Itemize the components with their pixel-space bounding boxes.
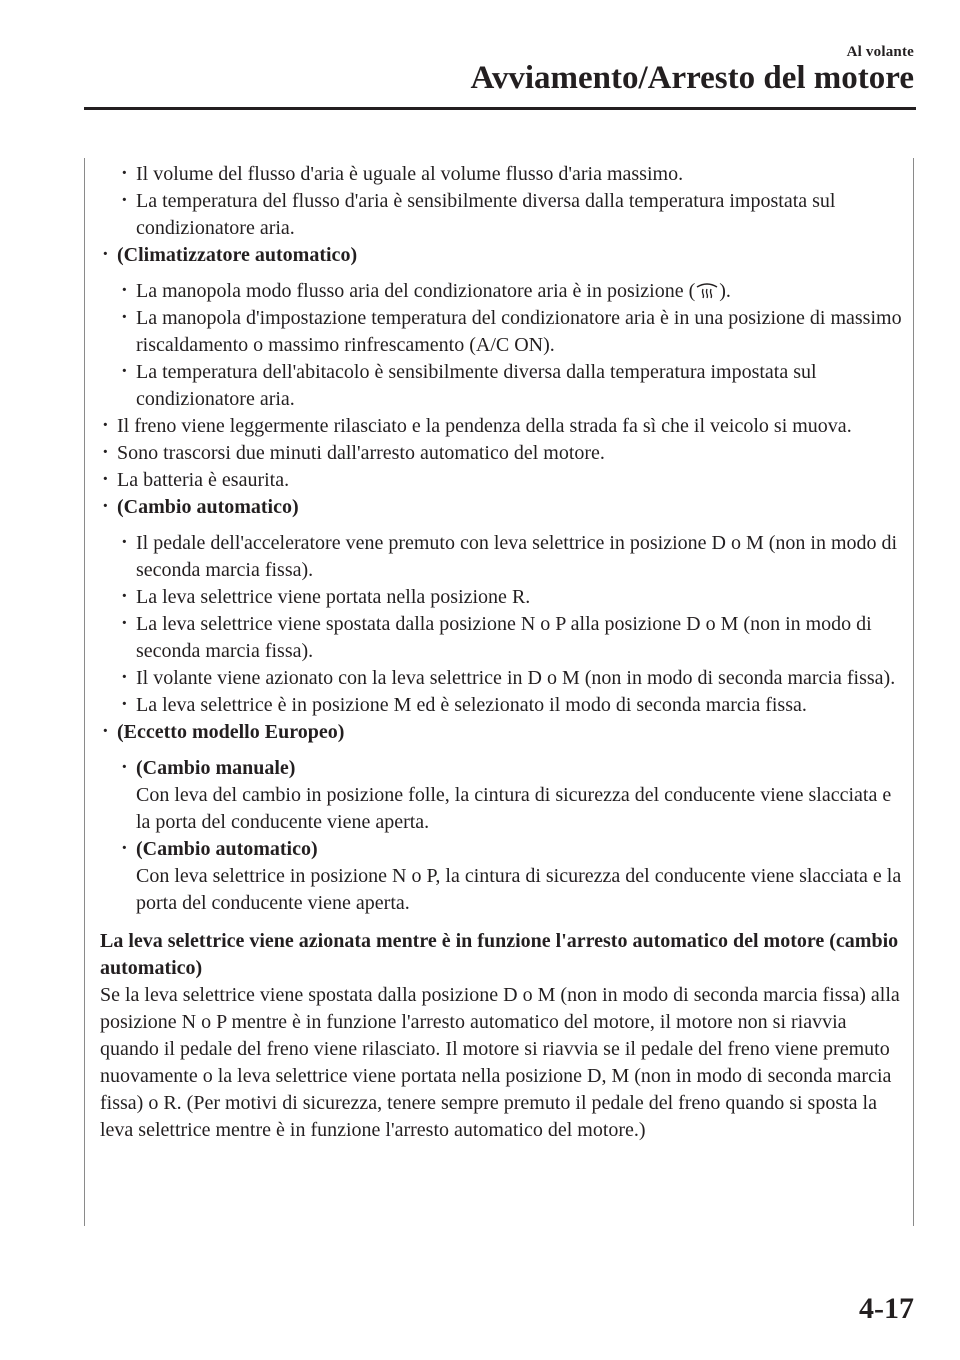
list-heading-text: (Cambio automatico) — [117, 496, 299, 518]
windshield-defrost-icon — [695, 280, 719, 300]
bullet: · — [102, 468, 109, 490]
column-rule-left — [84, 158, 85, 1226]
bullet: · — [121, 837, 128, 859]
list-item-text: Con leva del cambio in posizione folle, la cintura di sicurezza del conducente viene slacciata e la porta del conducente viene aperta. — [136, 784, 892, 833]
list-item-text: Il volume del flusso d'aria è uguale al volume flusso d'aria massimo. — [136, 163, 684, 185]
bullet: · — [121, 612, 128, 634]
list-item-heading: (Cambio manuale) — [136, 757, 296, 779]
list-item-text: La leva selettrice è in posizione M ed è selezionato il modo di seconda marcia fissa. — [136, 694, 807, 716]
list-item-text: ). — [719, 280, 731, 302]
list-item — [100, 161, 904, 188]
bullet: · — [121, 360, 128, 382]
page-number: 4-17 — [859, 1292, 914, 1325]
bullet: · — [102, 441, 109, 463]
list-item-text: Il volante viene azionato con la leva selettrice in D o M (non in modo di seconda marcia fissa). — [136, 667, 896, 689]
list-item — [100, 665, 904, 692]
list-item — [100, 692, 904, 719]
list-item — [100, 305, 904, 359]
bullet: · — [102, 495, 109, 517]
list-item — [100, 188, 904, 242]
page-title: Avviamento/Arresto del motore — [470, 60, 914, 96]
header-rule — [84, 107, 916, 110]
list-item-text: La leva selettrice viene spostata dalla posizione N o P alla posizione D o M (non in modo di seconda marcia fissa). — [136, 613, 872, 662]
list-item-text: Il freno viene leggermente rilasciato e la pendenza della strada fa sì che il veicolo si muova. — [117, 415, 852, 437]
bullet: · — [121, 189, 128, 211]
list-item — [100, 278, 904, 305]
list-item — [100, 584, 904, 611]
section-heading: La leva selettrice viene azionata mentre è in funzione l'arresto automatico del motore (cambio automatico) — [100, 930, 899, 979]
bullet: · — [121, 585, 128, 607]
list-item-text: La manopola modo flusso aria del condizionatore aria è in posizione ( — [136, 280, 696, 302]
list-item-text: Con leva selettrice in posizione N o P, la cintura di sicurezza del conducente viene slacciata e la porta del conducente viene aperta. — [136, 865, 902, 914]
list-item-text: Sono trascorsi due minuti dall'arresto automatico del motore. — [117, 442, 605, 464]
bullet: · — [121, 756, 128, 778]
list-item — [100, 530, 904, 584]
list-item — [100, 440, 904, 467]
bullet: · — [121, 162, 128, 184]
list-heading-text: (Climatizzatore automatico) — [117, 244, 358, 266]
list-item-text: La manopola d'impostazione temperatura del condizionatore aria è in una posizione di massimo riscaldamento o massimo rinfrescamento (A/C ON). — [136, 307, 902, 356]
bullet: · — [121, 531, 128, 553]
bullet: · — [121, 693, 128, 715]
bullet: · — [121, 306, 128, 328]
list-heading-climatizzatore — [100, 242, 904, 269]
section-label: Al volante — [846, 44, 914, 60]
bullet: · — [102, 243, 109, 265]
list-item-text: La batteria è esaurita. — [117, 469, 290, 491]
bullet: · — [102, 414, 109, 436]
list-item-text: Il pedale dell'acceleratore vene premuto con leva selettrice in posizione D o M (non in modo di seconda marcia fissa). — [136, 532, 898, 581]
bullet: · — [121, 279, 128, 301]
column-rule-right — [913, 158, 914, 1226]
list-heading-text: (Eccetto modello Europeo) — [117, 721, 345, 743]
list-item — [100, 611, 904, 665]
list-item-text: La temperatura del flusso d'aria è sensibilmente diversa dalla temperatura impostata sul condizionatore aria. — [136, 190, 836, 239]
list-item — [100, 467, 904, 494]
section-body: Se la leva selettrice viene spostata dalla posizione D o M (non in modo di seconda marcia fissa) alla posizione N o P mentre è in funzione l'arresto automatico del motore, il motore non si riavvia quando il pedale del freno viene rilasciato. Il motore si riavvia se il pedale del freno viene premuto nuovamente o la leva selettrice viene portata nella posizione D, M (non in modo di seconda marcia fissa) o R. (Per motivi di sicurezza, tenere sempre premuto il pedale del freno quando si sposta la leva selettrice mentre è in funzione l'arresto automatico del motore.) — [100, 984, 900, 1141]
list-item — [100, 755, 904, 836]
list-heading-eccetto-europeo — [100, 719, 904, 746]
list-item-heading: (Cambio automatico) — [136, 838, 318, 860]
list-item-text: La leva selettrice viene portata nella posizione R. — [136, 586, 531, 608]
list-item — [100, 413, 904, 440]
content-column — [100, 161, 904, 1144]
bullet: · — [102, 720, 109, 742]
list-item-text: La temperatura dell'abitacolo è sensibilmente diversa dalla temperatura impostata sul condizionatore aria. — [136, 361, 817, 410]
bullet: · — [121, 666, 128, 688]
list-item — [100, 836, 904, 917]
list-item — [100, 359, 904, 413]
list-heading-cambio-automatico — [100, 494, 904, 521]
